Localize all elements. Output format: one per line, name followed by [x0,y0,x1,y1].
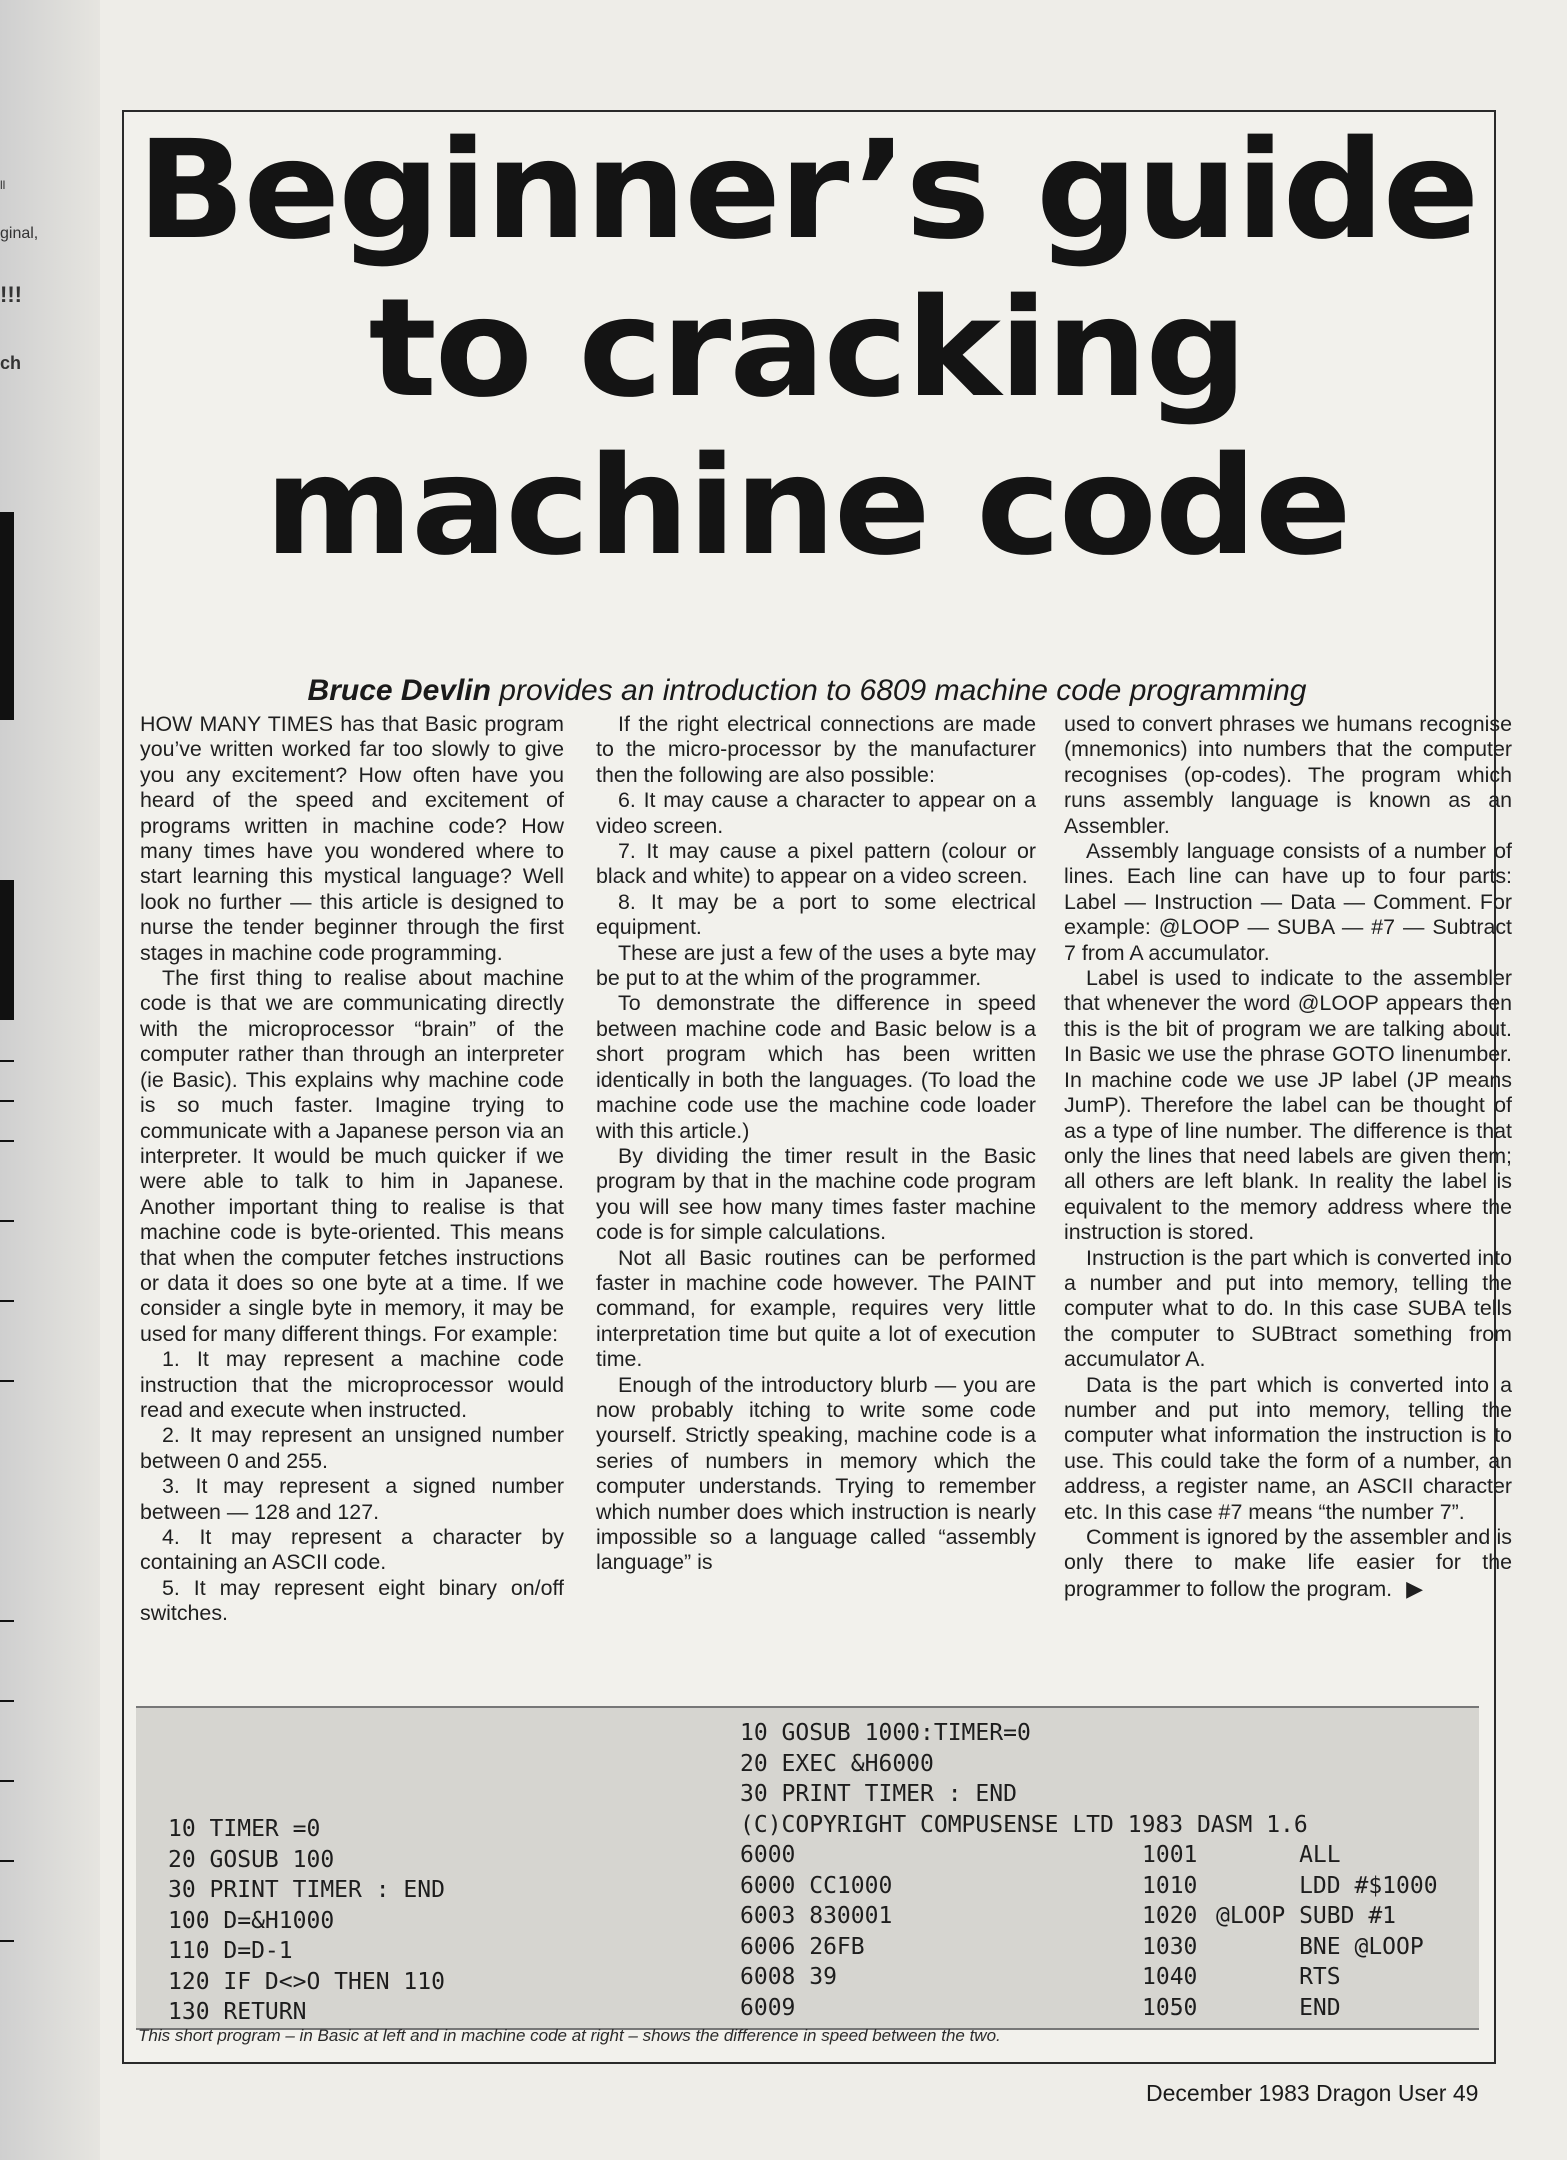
list-item: 3. It may represent a signed number between — 128 and 127. [140,1474,564,1524]
list-item: 7. It may cause a pixel pattern (colour or black and white) to appear on a video screen. [596,839,1036,889]
code-line: 120 IF D<>O THEN 110 [168,1968,445,1995]
adjacent-page-fragment: ginal, [0,225,39,242]
list-item: 4. It may represent a character by containing an ASCII code. [140,1525,564,1575]
code-line: @LOOP SUBD #1 [1216,1903,1397,1929]
code-line: 1040 [1142,1964,1198,1990]
list-item: 5. It may represent eight binary on/off switches. [140,1575,564,1626]
code-line: (C)COPYRIGHT COMPUSENSE LTD 1983 DASM 1.6 [740,1811,1308,1838]
machine-code-loader [740,1718,1308,1840]
code-line: 10 GOSUB 1000:TIMER=0 [740,1720,1031,1746]
text-column-2 [596,712,1036,1576]
paragraph: Instruction is the part which is converted into a number and put into memory, telling the computer what to do. In this case SUBA tells the computer to SUBtract something from accumulator A. [1064,1245,1512,1372]
paragraph [1064,1525,1512,1602]
text-column-3 [1064,712,1512,1602]
adjacent-page-block [0,512,14,720]
listing-caption: This short program – in Basic at left and in machine code at right – shows the difference in speed between the two. [138,2026,1001,2045]
code-line: 100 D=&H1000 [168,1907,335,1934]
adjacent-page-fragment: ll [0,178,6,192]
adjacent-page-fragment: !!! [0,282,22,307]
code-line: 110 D=D-1 [168,1938,293,1964]
code-line: 6009 [740,1994,796,2021]
code-line: 20 GOSUB 100 [168,1846,335,1873]
code-line: 1030 [1142,1933,1198,1960]
adjacent-page-block [0,880,14,1020]
paragraph: The first thing to realise about machine code is that we are communicating directly with the microprocessor “brain” of the computer rather than through an interpreter (ie Basic). This explains why machine code is so much faster. Imagine trying to communicate with a Japanese person via an interpreter. It would be much quicker if we were able to talk to him in Japanese. Another important thing to realise is that machine code is byte-oriented. This means that when the computer fetches instructions or data it does so one byte at a time. If we consider a single byte in memory, it may be used for many different things. For example: [140,966,564,1346]
adjacent-page-fragment: ch [0,353,22,373]
headline-line-3: machine code [264,428,1350,586]
code-line: 6000 CC1000 [740,1872,893,1899]
page-footer: December 1983 Dragon User 49 [1146,2080,1479,2106]
code-line: 1010 [1142,1872,1198,1899]
code-line: 1020 [1142,1903,1198,1929]
code-line: 6008 39 [740,1964,837,1990]
code-line: 30 PRINT TIMER : END [168,1877,445,1903]
code-line: RTS [1216,1964,1341,1990]
paragraph-text: Comment is ignored by the assembler and is only there to make life easier for the programmer to follow the program. [1064,1525,1512,1601]
list-item: 8. It may be a port to some electrical equipment. [596,889,1036,940]
paragraph: Enough of the introductory blurb — you are now probably itching to write some code yourself. Strictly speaking, machine code is a series of numbers in memory which the computer understands. Trying to remember which number does which instruction is nearly impossible so a language called “assembly language” is [596,1372,1036,1575]
headline-line-2: to cracking [368,270,1246,428]
code-line: ALL [1216,1842,1341,1868]
code-line: 30 PRINT TIMER : END [740,1781,1017,1807]
assembler-source [1216,1840,1438,2023]
code-line: BNE @LOOP [1216,1933,1424,1960]
paragraph: By dividing the timer result in the Basic program by that in the machine code program you will see how many times faster machine code is for simple calculations. [596,1143,1036,1245]
author-name: Bruce Devlin [307,674,491,707]
paragraph: These are just a few of the uses a byte may be put to at the whim of the programmer. [596,940,1036,991]
code-line: 6006 26FB [740,1933,865,1960]
adjacent-page-edge [0,0,100,2160]
headline-line-1: Beginner’s guide [136,112,1478,270]
assembler-line-numbers [1142,1840,1197,2023]
paragraph: Data is the part which is converted into a number and put into memory, telling the computer what information the instruction is to use. This could take the form of a number, an address, a register name, an ASCII character etc. In this case #7 means “the number 7”. [1064,1372,1512,1524]
list-item: 2. It may represent an unsigned number between 0 and 255. [140,1423,564,1473]
hex-listing [740,1840,892,2023]
text-column-1 [140,712,564,1627]
code-line: 20 EXEC &H6000 [740,1750,934,1777]
code-line: LDD #$1000 [1216,1872,1438,1899]
code-line: 10 TIMER =0 [168,1816,321,1842]
code-line: 6003 830001 [740,1903,893,1929]
paragraph: If the right electrical connections are made to the micro-processor by the manufacturer then the following are also possible: [596,712,1036,787]
code-line: END [1216,1994,1341,2021]
list-item: 6. It may cause a character to appear on a video screen. [596,788,1036,838]
code-line: 130 RETURN [168,1999,307,2025]
code-listing-box [136,1706,1479,2030]
paragraph: Assembly language consists of a number of lines. Each line can have up to four parts: Label — Instruction — Data — Comment. For example: @LOOP — SUBA — #7 — Subtract 7 from A accumulator. [1064,839,1512,965]
paragraph: Not all Basic routines can be performed faster in machine code however. The PAINT command, for example, requires very little interpretation time but quite a lot of execution time. [596,1245,1036,1372]
paragraph: Label is used to indicate to the assembler that whenever the word @LOOP appears then this is the bit of program we are talking about. In Basic we use the phrase GOTO linenumber. In machine code we use JP label (JP means JumP). Therefore the label can be thought of as a type of line number. The difference is that only the lines that need labels are given them; all others are left blank. In reality the label is equivalent to the memory address where the instruction is stored. [1064,966,1512,1245]
list-item: 1. It may represent a machine code instruction that the microprocessor would read and execute when instructed. [140,1347,564,1422]
code-line: 1050 [1142,1994,1198,2021]
article-headline [88,112,1527,586]
paragraph: used to convert phrases we humans recognise (mnemonics) into numbers that the computer recognises (op-codes). The program which runs assembly language is known as an Assembler. [1064,712,1512,838]
paragraph: HOW MANY TIMES has that Basic program you’ve written worked far too slowly to give you any excitement? How often have you heard of the speed and excitement of programs written in machine code? How many times have you wondered where to start learning this mystical language? Well look no further — this article is designed to nurse the tender beginner through the first stages in machine code programming. [140,712,564,965]
basic-listing [168,1814,445,2028]
article-byline [122,674,1492,708]
code-line: 6000 [740,1842,796,1868]
paragraph: To demonstrate the difference in speed between machine code and Basic below is a short program which has been written identically in both the languages. (To load the machine code use the machine code loader with this article.) [596,991,1036,1143]
code-line: 1001 [1142,1842,1198,1868]
continue-arrow-icon: ▶ [1406,1575,1424,1601]
byline-text: provides an introduction to 6809 machine code programming [490,674,1307,707]
